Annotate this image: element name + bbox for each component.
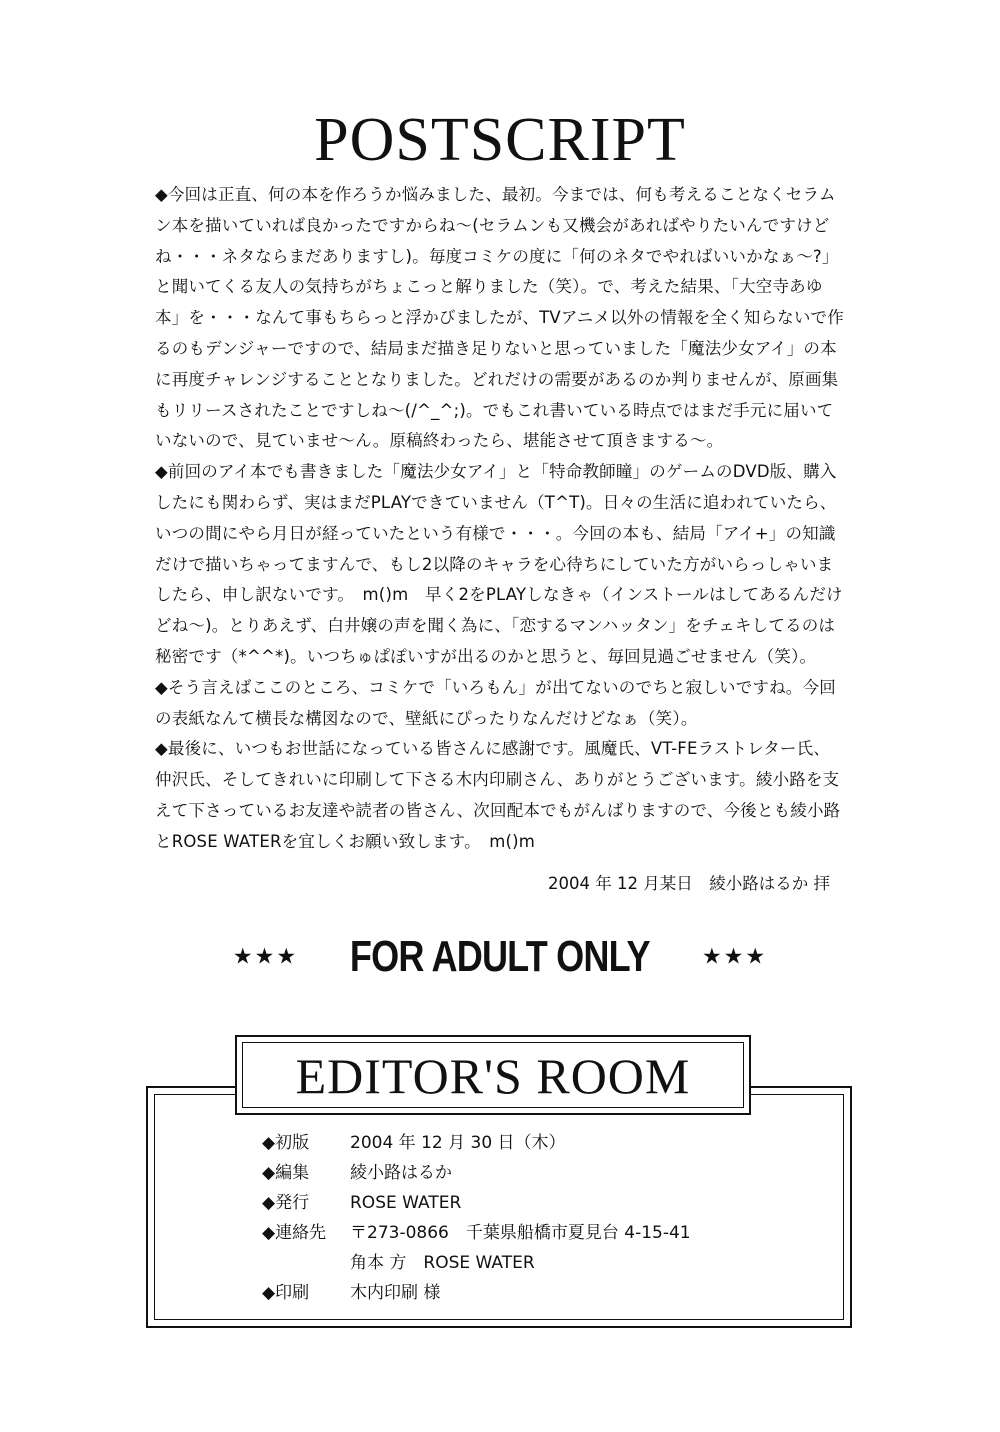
adult-notice-text: FOR ADULT ONLY (350, 932, 650, 981)
signature: 2004 年 12 月某日 綾小路はるか 拝 (548, 874, 830, 893)
star-icon: ★★★ (232, 944, 299, 970)
paragraph: ◆前回のアイ本でも書きました「魔法少女アイ」と「特命教師瞳」のゲームのDVD版、購入したにも関わらず、実はまだPLAYできていません（T^T)。日々の生活に追われていたら、いつの間にやら月日が経っていたという有様で・・・。今回の本も、結局「アイ+」の知識だけで描いちゃってますんで、もし2以降のキャラを心待ちにしていた方がいらっしゃいましたら、申し訳ないです。 m()m 早く2をPLAYしなきゃ（インストールはしてあるんだけどね～)。とりあえず、白井嬢の声を聞く為に、「恋するマンハッタン」をチェキしてるのは秘密です（*^^*)。いつちゅぱぽいすが出るのかと思うと、毎回見過ごせません（笑）。 (155, 462, 843, 666)
paragraph: ◆最後に、いつもお世話になっている皆さんに感謝です。風魔氏、VT-FEラストレター氏、仲沢氏、そしてきれいに印刷して下さる木内印刷さん、ありがとうございます。綾小路を支えて下さっているお友達や読者の皆さん、次回配本でもがんばりますので、今後とも綾小路とROSE WATERを宜しくお願い致します。 m()m (155, 739, 841, 851)
adult-notice-banner (0, 932, 1000, 992)
colophon-row (262, 1128, 822, 1158)
colophon-label: ◆発行 (262, 1193, 310, 1213)
colophon-row (262, 1278, 822, 1308)
colophon-row (262, 1158, 822, 1188)
colophon-label: ◆編集 (262, 1163, 310, 1183)
colophon-value: 木内印刷 様 (350, 1283, 441, 1303)
page-title: POSTSCRIPT (314, 106, 686, 174)
paragraph: ◆今回は正直、何の本を作ろうか悩みました、最初。今までは、何も考えることなくセラムン本を描いていれば良かったですからね～(セラムンも又機会があればやりたいんですけどね・・・ネタならまだありますし)。毎度コミケの度に「何のネタでやればいいかなぁ～?」と聞いてくる友人の気持ちがちょこっと解りました（笑）。で、考えた結果、「大空寺あゆ本」を・・・なんて事もちらっと浮かびましたが、TVアニメ以外の情報を全く知らないで作るのもデンジャーですので、結局まだ描き足りないと思っていました「魔法少女アイ」の本に再度チャレンジすることとなりました。どれだけの需要があるのか判りませんが、原画集もリリースされたことですしね～(/^_^;)。でもこれ書いている時点ではまだ手元に届いていないので、見ていませ～ん。原稿終わったら、堪能させて頂きまする～。 (155, 185, 844, 451)
colophon-value: ROSE WATER (350, 1193, 462, 1213)
star-icon: ★★★ (701, 944, 768, 970)
colophon-row (262, 1188, 822, 1218)
editors-room-title-frame (235, 1035, 751, 1115)
colophon-value: 綾小路はるか (350, 1163, 452, 1183)
colophon-value: 2004 年 12 月 30 日（木） (350, 1133, 566, 1153)
colophon-row (262, 1218, 822, 1278)
colophon-value (350, 1218, 691, 1278)
colophon (262, 1128, 822, 1308)
colophon-label: ◆初版 (262, 1133, 310, 1153)
postscript-body (155, 180, 845, 858)
contact-address: 〒273-0866 千葉県船橋市夏見台 4-15-41 (350, 1223, 691, 1243)
editors-room-title: EDITOR'S ROOM (295, 1048, 691, 1104)
paragraph: ◆そう言えばここのところ、コミケで「いろもん」が出てないのでちと寂しいですね。今回の表紙なんて横長な構図なので、壁紙にぴったりなんだけどなぁ（笑）。 (155, 677, 836, 728)
colophon-label: ◆連絡先 (262, 1223, 327, 1243)
contact-care-of: 角本 方 ROSE WATER (350, 1253, 535, 1273)
colophon-label: ◆印刷 (262, 1283, 310, 1303)
